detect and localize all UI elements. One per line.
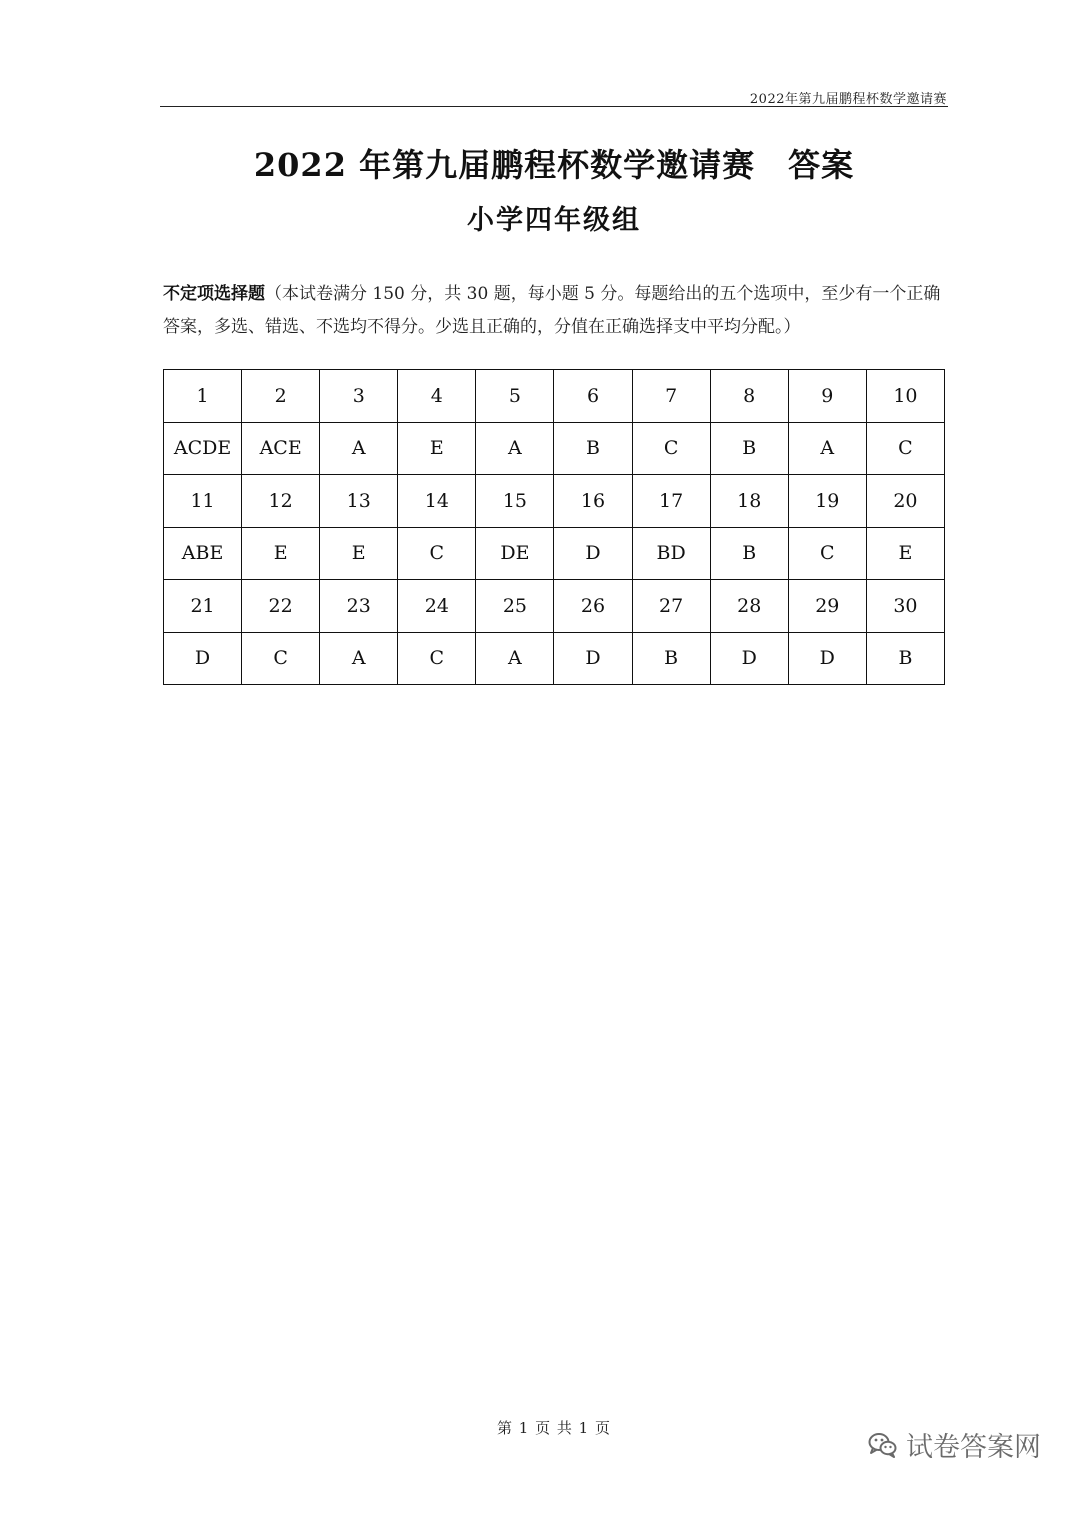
section-heading: 不定项选择题 — [163, 284, 265, 304]
question-number-cell: 14 — [398, 475, 476, 528]
answer-cell: E — [242, 527, 320, 580]
answer-cell: C — [398, 632, 476, 685]
answer-cell: C — [632, 422, 710, 475]
answer-cell: D — [710, 632, 788, 685]
question-number-cell: 2 — [242, 370, 320, 423]
answer-cell: A — [788, 422, 866, 475]
question-number-cell: 3 — [320, 370, 398, 423]
answer-cell: DE — [476, 527, 554, 580]
answer-cell: E — [866, 527, 944, 580]
answer-cell: D — [164, 632, 242, 685]
question-number-cell: 28 — [710, 580, 788, 633]
answer-cell: B — [710, 422, 788, 475]
question-number-cell: 5 — [476, 370, 554, 423]
question-number-cell: 8 — [710, 370, 788, 423]
page-subtitle: 小学四年级组 — [467, 205, 641, 236]
answer-cell: D — [554, 632, 632, 685]
answer-cell: C — [866, 422, 944, 475]
page-title: 2022 年第九届鹏程杯数学邀请赛 答案 — [253, 146, 855, 184]
question-number-cell: 18 — [710, 475, 788, 528]
watermark-text: 试卷答案网 — [906, 1432, 1041, 1463]
answer-row — [164, 632, 945, 685]
instructions-paragraph — [163, 278, 949, 344]
wechat-icon — [868, 1431, 898, 1459]
answer-table — [163, 369, 945, 685]
question-number-row — [164, 475, 945, 528]
answer-row — [164, 422, 945, 475]
question-number-cell: 20 — [866, 475, 944, 528]
question-number-cell: 27 — [632, 580, 710, 633]
answer-cell: ABE — [164, 527, 242, 580]
answer-cell: E — [398, 422, 476, 475]
section-note: （本试卷满分 150 分，共 30 题，每小题 5 分。每题给出的五个选项中，至少有一个正确答案，多选、错选、不选均不得分。少选且正确的，分值在正确选择支中平均分配。） — [163, 284, 941, 337]
running-header: 2022年第九届鹏程杯数学邀请赛 — [749, 92, 947, 107]
question-number-cell: 26 — [554, 580, 632, 633]
question-number-cell: 16 — [554, 475, 632, 528]
answer-cell: BD — [632, 527, 710, 580]
question-number-cell: 22 — [242, 580, 320, 633]
answer-cell: A — [476, 632, 554, 685]
answer-cell: A — [320, 632, 398, 685]
answer-row — [164, 527, 945, 580]
question-number-cell: 10 — [866, 370, 944, 423]
answer-cell: C — [242, 632, 320, 685]
answer-cell: B — [866, 632, 944, 685]
answer-cell: D — [788, 632, 866, 685]
question-number-cell: 11 — [164, 475, 242, 528]
question-number-cell: 19 — [788, 475, 866, 528]
question-number-cell: 17 — [632, 475, 710, 528]
question-number-cell: 12 — [242, 475, 320, 528]
question-number-row — [164, 580, 945, 633]
question-number-cell: 21 — [164, 580, 242, 633]
watermark — [868, 1425, 1041, 1464]
answer-cell: A — [476, 422, 554, 475]
question-number-cell: 9 — [788, 370, 866, 423]
answer-cell: B — [710, 527, 788, 580]
answer-cell: ACDE — [164, 422, 242, 475]
question-number-row — [164, 370, 945, 423]
answer-cell: C — [788, 527, 866, 580]
question-number-cell: 24 — [398, 580, 476, 633]
question-number-cell: 15 — [476, 475, 554, 528]
question-number-cell: 7 — [632, 370, 710, 423]
answer-cell: E — [320, 527, 398, 580]
question-number-cell: 13 — [320, 475, 398, 528]
question-number-cell: 6 — [554, 370, 632, 423]
question-number-cell: 23 — [320, 580, 398, 633]
answer-cell: B — [632, 632, 710, 685]
header-divider — [160, 106, 948, 107]
answer-cell: B — [554, 422, 632, 475]
question-number-cell: 29 — [788, 580, 866, 633]
answer-cell: D — [554, 527, 632, 580]
question-number-cell: 1 — [164, 370, 242, 423]
answer-cell: A — [320, 422, 398, 475]
question-number-cell: 30 — [866, 580, 944, 633]
question-number-cell: 25 — [476, 580, 554, 633]
answer-cell: ACE — [242, 422, 320, 475]
answer-cell: C — [398, 527, 476, 580]
question-number-cell: 4 — [398, 370, 476, 423]
page-number: 第 1 页 共 1 页 — [497, 1419, 611, 1437]
